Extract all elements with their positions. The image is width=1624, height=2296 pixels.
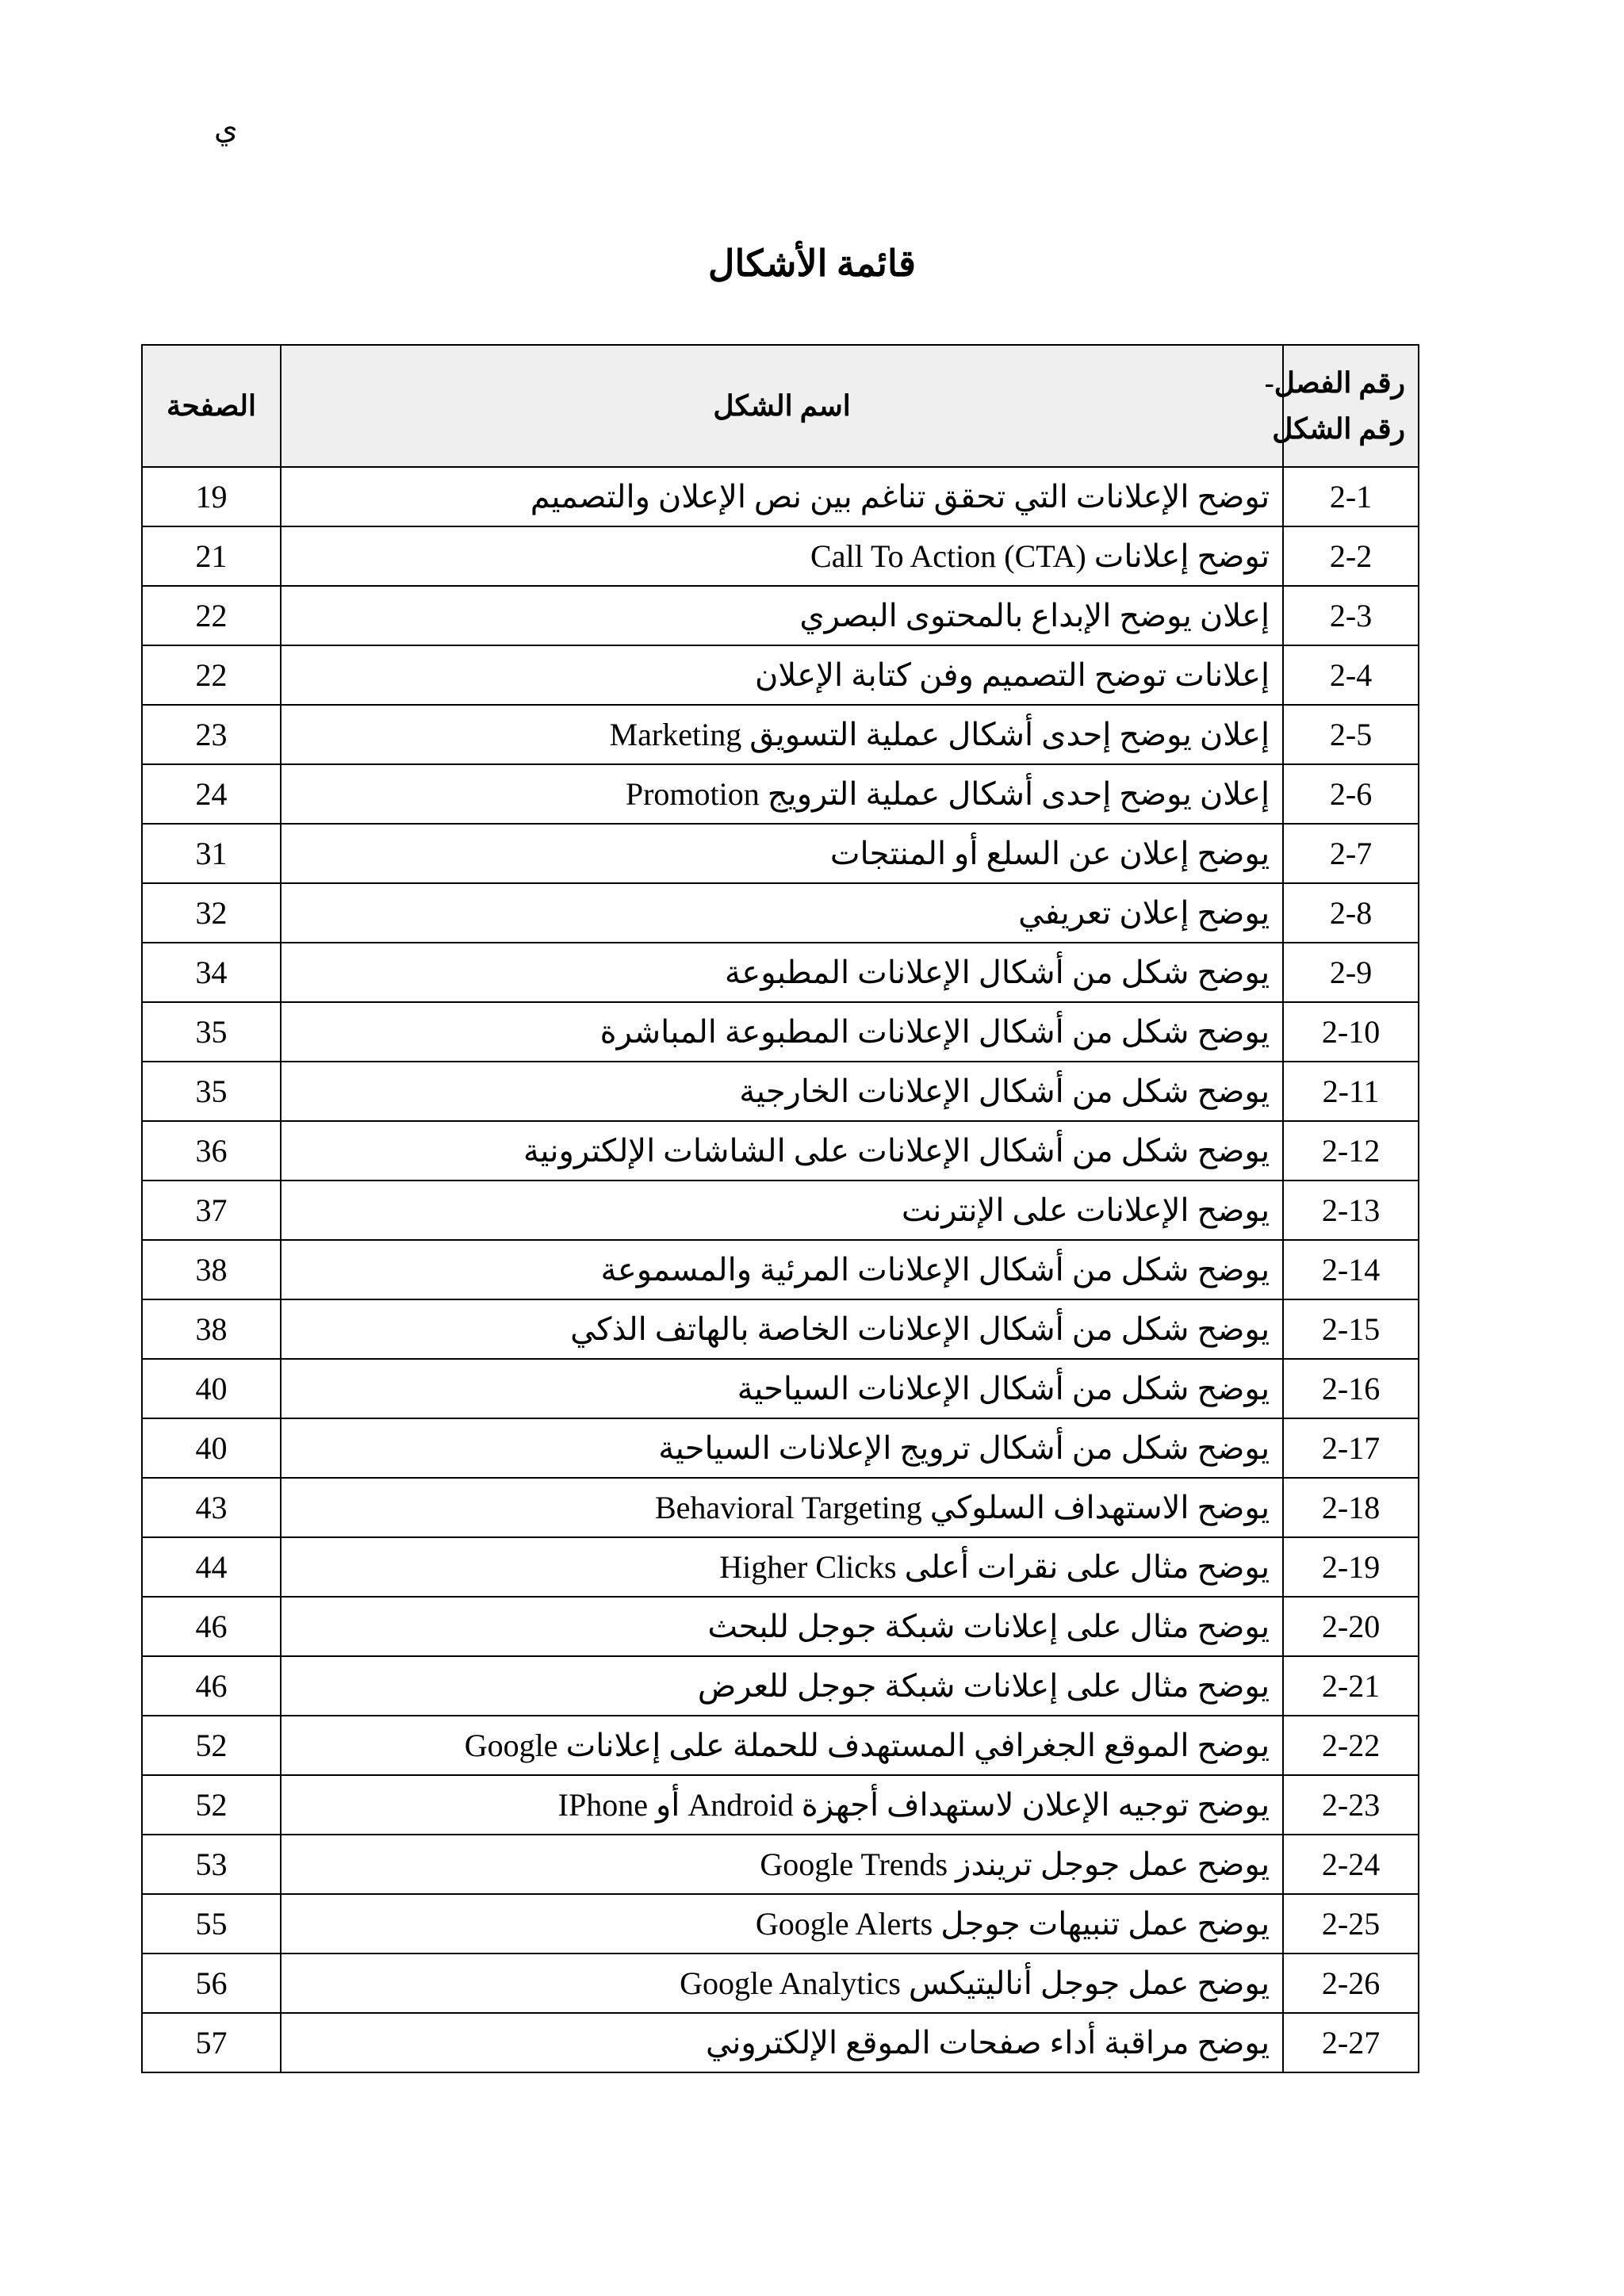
table-row: [142, 1299, 1419, 1359]
figure-name: يوضح شكل من أشكال الإعلانات المطبوعة: [281, 943, 1283, 1002]
figure-name: يوضح الاستهداف السلوكي Behavioral Targeting: [281, 1478, 1283, 1537]
figure-page: 37: [142, 1181, 281, 1240]
figure-name: يوضح شكل من أشكال ترويج الإعلانات السياحية: [281, 1418, 1283, 1478]
figure-name: توضح الإعلانات التي تحقق تناغم بين نص الإعلان والتصميم: [281, 467, 1283, 526]
figure-number: 2-21: [1321, 1668, 1381, 1704]
figure-number-cell: [1283, 1240, 1419, 1299]
header-figure-number: [1264, 345, 1419, 467]
table-row: [142, 1121, 1419, 1181]
figure-number-cell: [1283, 824, 1419, 883]
figure-number-cell: [1283, 1597, 1419, 1656]
table-row: [142, 1537, 1419, 1597]
figure-page: 23: [142, 705, 281, 764]
table-row: [142, 1062, 1419, 1121]
figure-number: 2-16: [1321, 1371, 1381, 1406]
figure-number-cell: [1283, 1299, 1419, 1359]
figure-page: 22: [142, 645, 281, 705]
figure-page: 21: [142, 526, 281, 586]
figure-number: 2-22: [1321, 1728, 1381, 1763]
figure-name: توضح إعلانات (Call To Action (CTA: [281, 526, 1283, 586]
table-row: [142, 1478, 1419, 1537]
figure-number-cell: [1283, 764, 1419, 824]
figure-number-cell: [1283, 705, 1419, 764]
figure-page: 35: [142, 1062, 281, 1121]
figure-number-cell: [1283, 1478, 1419, 1537]
figure-number: 2-26: [1321, 1965, 1381, 2001]
figure-number: 2-25: [1321, 1906, 1381, 1942]
figure-number: 2-1: [1329, 479, 1373, 515]
figure-number-cell: [1283, 2013, 1419, 2072]
table-row: [142, 526, 1419, 586]
figure-number-cell: [1283, 1835, 1419, 1894]
figure-name: يوضح شكل من أشكال الإعلانات المطبوعة المباشرة: [281, 1002, 1283, 1062]
figure-page: 56: [142, 1954, 281, 2013]
figure-number: 2-5: [1329, 717, 1373, 752]
figure-name: يوضح عمل تنبيهات جوجل Google Alerts: [281, 1894, 1283, 1954]
figure-page: 43: [142, 1478, 281, 1537]
figure-number: 2-17: [1321, 1430, 1381, 1466]
figure-number-cell: [1283, 467, 1419, 526]
figure-number: 2-11: [1322, 1073, 1380, 1109]
figure-page: 52: [142, 1716, 281, 1775]
table-row: [142, 645, 1419, 705]
table-body: [142, 467, 1419, 2072]
figure-name: يوضح إعلان عن السلع أو المنتجات: [281, 824, 1283, 883]
figure-page: 31: [142, 824, 281, 883]
table-row: [142, 1954, 1419, 2013]
figures-table: [141, 344, 1419, 2073]
figure-number: 2-18: [1321, 1490, 1381, 1525]
figure-page: 55: [142, 1894, 281, 1954]
figure-number: 2-13: [1321, 1192, 1381, 1228]
figure-page: 34: [142, 943, 281, 1002]
table-row: [142, 586, 1419, 645]
table-row: [142, 705, 1419, 764]
header-figure-number-line2: رقم الشكل: [1272, 413, 1405, 445]
table-row: [142, 1002, 1419, 1062]
figure-name: إعلان يوضح الإبداع بالمحتوى البصري: [281, 586, 1283, 645]
table-row: [142, 1359, 1419, 1418]
figure-number-cell: [1283, 1002, 1419, 1062]
table-row: [142, 1597, 1419, 1656]
figure-name: يوضح توجيه الإعلان لاستهداف أجهزة Android أو IPhone: [281, 1775, 1283, 1835]
figure-name: يوضح مراقبة أداء صفحات الموقع الإلكتروني: [281, 2013, 1283, 2072]
figure-name: يوضح الموقع الجغرافي المستهدف للحملة على إعلانات Google: [281, 1716, 1283, 1775]
figure-name: يوضح شكل من أشكال الإعلانات السياحية: [281, 1359, 1283, 1418]
figure-name: يوضح مثال على إعلانات شبكة جوجل للبحث: [281, 1597, 1283, 1656]
figure-number-cell: [1283, 1537, 1419, 1597]
figure-page: 40: [142, 1418, 281, 1478]
figure-page: 52: [142, 1775, 281, 1835]
figure-page: 38: [142, 1240, 281, 1299]
table-row: [142, 824, 1419, 883]
figure-page: 40: [142, 1359, 281, 1418]
header-figure-number-line1: رقم الفصل-: [1264, 367, 1405, 399]
figure-name: يوضح عمل جوجل تريندز Google Trends: [281, 1835, 1283, 1894]
figure-name: يوضح عمل جوجل أناليتيكس Google Analytics: [281, 1954, 1283, 2013]
figure-number: 2-27: [1321, 2025, 1381, 2061]
figure-number-cell: [1283, 1954, 1419, 2013]
table-row: [142, 1716, 1419, 1775]
figure-page: 44: [142, 1537, 281, 1597]
figure-number: 2-23: [1321, 1787, 1381, 1823]
figure-number: 2-9: [1329, 955, 1373, 990]
table-row: [142, 883, 1419, 943]
figure-name: يوضح مثال على إعلانات شبكة جوجل للعرض: [281, 1656, 1283, 1716]
figure-number: 2-2: [1329, 538, 1373, 574]
header-page: الصفحة: [142, 345, 281, 467]
figure-number: 2-24: [1321, 1846, 1381, 1882]
figure-number-cell: [1283, 1894, 1419, 1954]
figure-number: 2-4: [1329, 657, 1373, 693]
table-row: [142, 1775, 1419, 1835]
table-row: [142, 1181, 1419, 1240]
figure-number-cell: [1283, 1716, 1419, 1775]
figure-number: 2-19: [1321, 1549, 1381, 1585]
table-row: [142, 1835, 1419, 1894]
table-row: [142, 2013, 1419, 2072]
table-row: [142, 1656, 1419, 1716]
figure-page: 46: [142, 1656, 281, 1716]
figure-name: يوضح مثال على نقرات أعلى Higher Clicks: [281, 1537, 1283, 1597]
figure-number-cell: [1283, 645, 1419, 705]
table-row: [142, 1240, 1419, 1299]
figure-number: 2-3: [1329, 598, 1373, 633]
figure-number: 2-14: [1321, 1252, 1381, 1288]
figure-page: 19: [142, 467, 281, 526]
page-title: قائمة الأشكال: [708, 243, 916, 284]
table-row: [142, 467, 1419, 526]
figure-page: 53: [142, 1835, 281, 1894]
figure-page: 22: [142, 586, 281, 645]
figure-page: 32: [142, 883, 281, 943]
figure-number-cell: [1283, 883, 1419, 943]
figure-number-cell: [1283, 1656, 1419, 1716]
figure-page: 38: [142, 1299, 281, 1359]
figure-page: 35: [142, 1002, 281, 1062]
figure-number: 2-15: [1321, 1311, 1381, 1347]
figure-name: يوضح شكل من أشكال الإعلانات المرئية والمسموعة: [281, 1240, 1283, 1299]
figure-number: 2-8: [1329, 895, 1373, 931]
figure-name: إعلانات توضح التصميم وفن كتابة الإعلان: [281, 645, 1283, 705]
figure-number-cell: [1283, 586, 1419, 645]
table-header-row: [142, 345, 1419, 467]
figure-page: 24: [142, 764, 281, 824]
table-row: [142, 943, 1419, 1002]
figure-number: 2-12: [1321, 1133, 1381, 1169]
table-row: [142, 764, 1419, 824]
figure-number: 2-10: [1321, 1014, 1381, 1050]
figure-number: 2-20: [1321, 1609, 1381, 1644]
page-marker: ي: [214, 113, 238, 146]
figure-name: إعلان يوضح إحدى أشكال عملية الترويج Promotion: [281, 764, 1283, 824]
figure-page: 46: [142, 1597, 281, 1656]
figure-name: إعلان يوضح إحدى أشكال عملية التسويق Marketing: [281, 705, 1283, 764]
figure-name: يوضح شكل من أشكال الإعلانات الخارجية: [281, 1062, 1283, 1121]
figure-number-cell: [1283, 1181, 1419, 1240]
figure-name: يوضح شكل من أشكال الإعلانات على الشاشات الإلكترونية: [281, 1121, 1283, 1181]
figure-name: يوضح إعلان تعريفي: [281, 883, 1283, 943]
figure-page: 57: [142, 2013, 281, 2072]
figure-number-cell: [1283, 1121, 1419, 1181]
figure-number: 2-7: [1329, 836, 1373, 871]
figure-number-cell: [1283, 1359, 1419, 1418]
figure-name: يوضح الإعلانات على الإنترنت: [281, 1181, 1283, 1240]
figure-number: 2-6: [1329, 776, 1373, 812]
figure-page: 36: [142, 1121, 281, 1181]
figure-number-cell: [1283, 526, 1419, 586]
header-figure-name: اسم الشكل: [281, 345, 1283, 467]
table-row: [142, 1418, 1419, 1478]
figure-number-cell: [1283, 1418, 1419, 1478]
figure-number-cell: [1283, 1775, 1419, 1835]
figure-name: يوضح شكل من أشكال الإعلانات الخاصة بالهاتف الذكي: [281, 1299, 1283, 1359]
figure-number-cell: [1283, 1062, 1419, 1121]
table-row: [142, 1894, 1419, 1954]
figure-number-cell: [1283, 943, 1419, 1002]
